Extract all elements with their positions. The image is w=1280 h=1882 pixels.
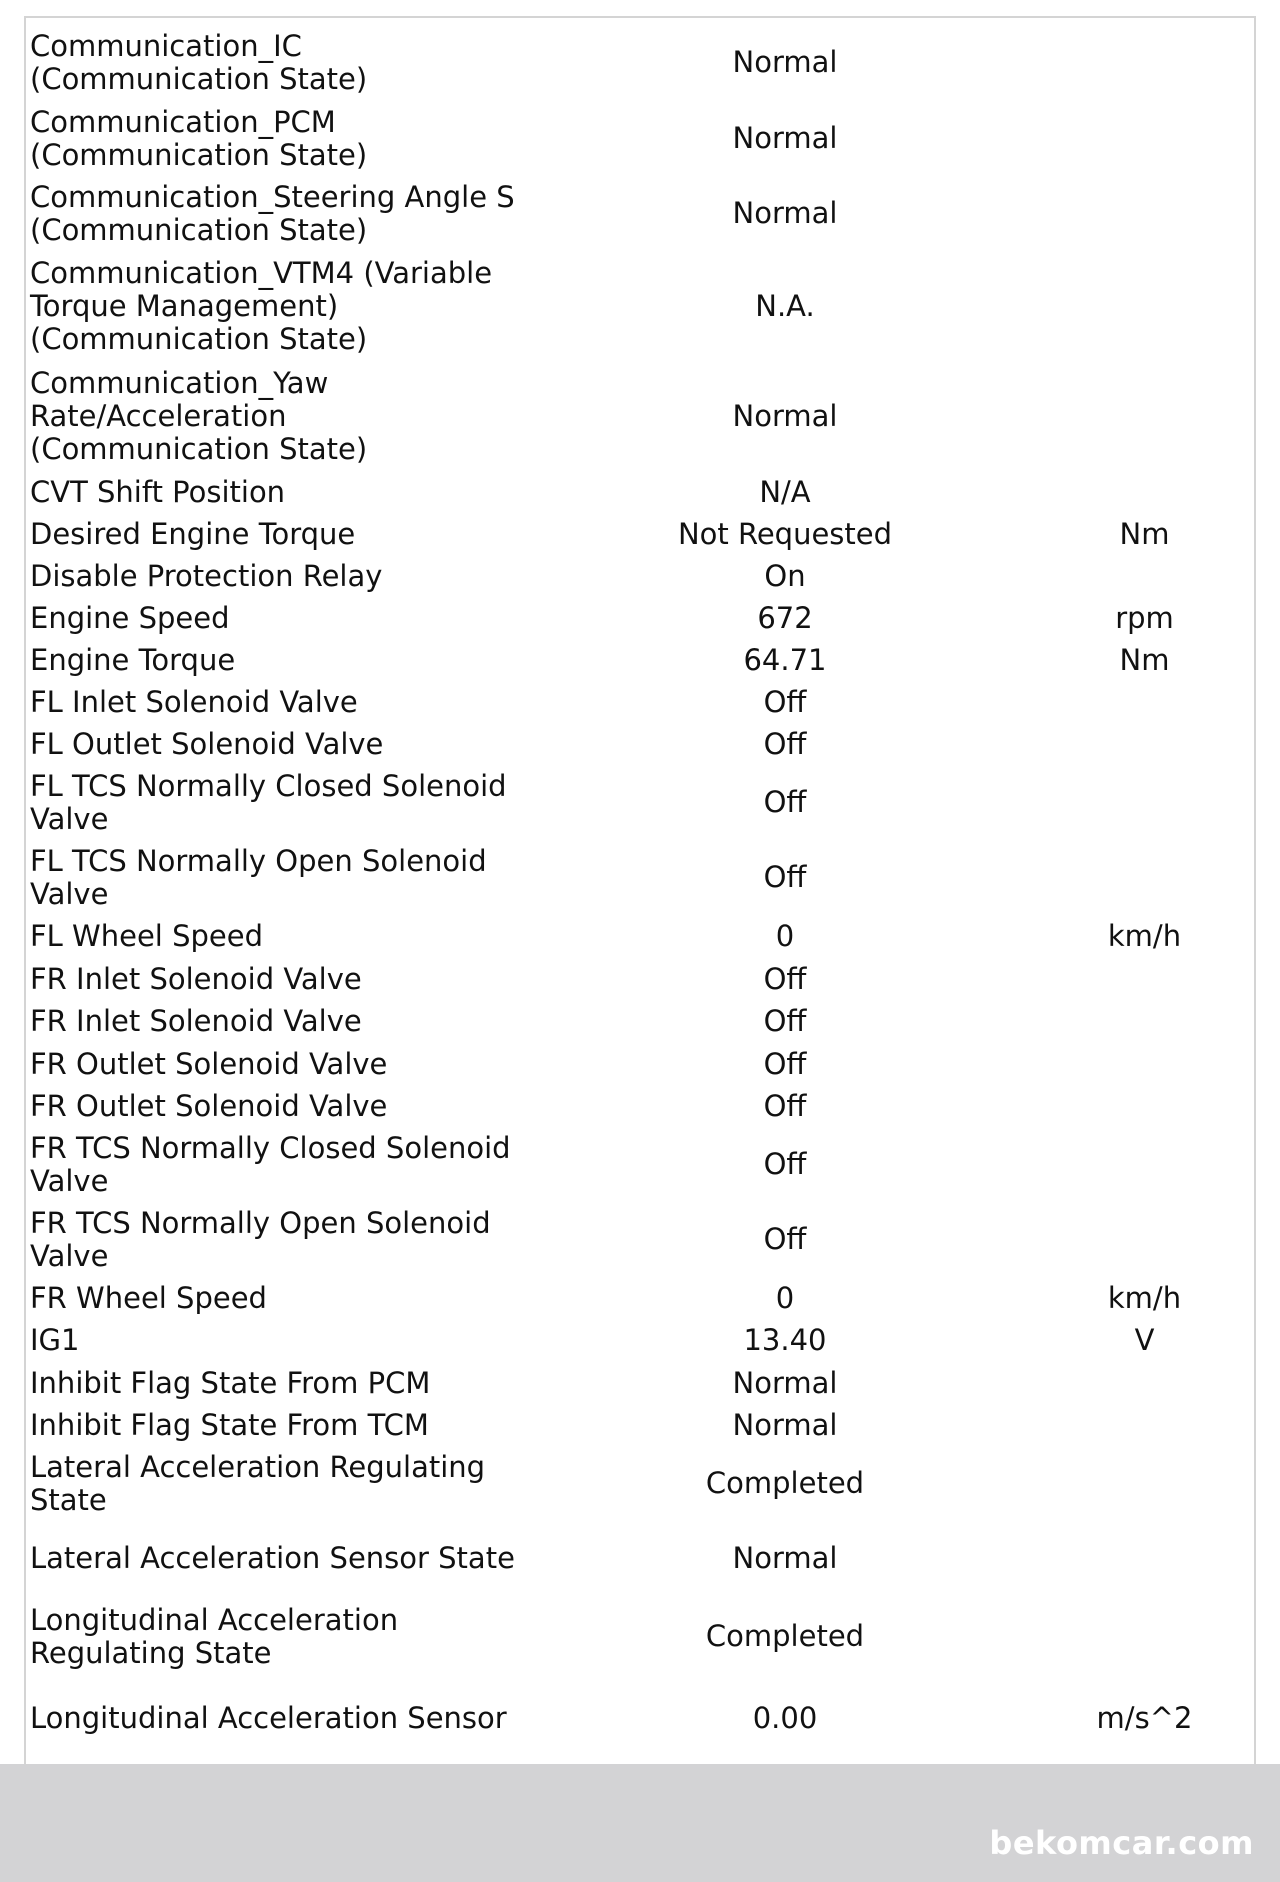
table-row[interactable] [30, 176, 1254, 251]
parameter-name: Communication_VTM4 (Variable Torque Management) (Communication State) [30, 255, 493, 356]
table-row[interactable] [30, 1404, 1254, 1446]
parameter-name: Longitudinal Acceleration Regulating State [30, 1602, 399, 1670]
parameter-value: 0 [775, 919, 795, 953]
table-row[interactable] [30, 640, 1254, 681]
table-row[interactable] [30, 723, 1254, 765]
parameter-name: Disable Protection Relay [30, 558, 383, 593]
table-row[interactable] [30, 840, 1254, 915]
table-row[interactable] [30, 1127, 1254, 1202]
parameter-name: FR Outlet Solenoid Valve [30, 1088, 388, 1123]
table-row[interactable] [30, 1202, 1254, 1277]
table-row[interactable] [30, 251, 1254, 361]
table-row[interactable] [30, 1446, 1254, 1521]
table-row[interactable] [30, 101, 1254, 176]
parameter-value: Not Requested [677, 516, 893, 551]
parameter-name: FR Wheel Speed [30, 1280, 267, 1315]
parameter-name: IG1 [30, 1323, 80, 1357]
parameter-unit: Nm [1119, 643, 1170, 677]
parameter-name: FL Inlet Solenoid Valve [30, 684, 358, 719]
parameter-name: Inhibit Flag State From PCM [30, 1365, 431, 1400]
table-row[interactable] [30, 915, 1254, 958]
parameter-name: CVT Shift Position [30, 474, 286, 509]
parameter-unit: rpm [1115, 601, 1174, 635]
table-row[interactable] [30, 597, 1254, 640]
table-row[interactable] [30, 471, 1254, 513]
parameter-value: Off [763, 860, 807, 894]
parameter-name: Communication_Yaw Rate/Acceleration (Communication State) [30, 365, 368, 466]
parameter-value: 672 [757, 601, 813, 635]
parameter-value: N.A. [755, 288, 815, 323]
table-row[interactable] [30, 1596, 1254, 1677]
parameter-value: On [764, 558, 806, 593]
table-row[interactable] [30, 513, 1254, 555]
parameter-value: Normal [732, 1407, 838, 1442]
parameter-name: Communication_Steering Angle S (Communication State) [30, 179, 515, 247]
parameter-name: FR TCS Normally Open Solenoid Valve [30, 1205, 491, 1273]
table-row[interactable] [30, 1085, 1254, 1127]
data-list-panel [24, 16, 1256, 1766]
parameter-table [30, 24, 1254, 1759]
parameter-name: Engine Torque [30, 643, 236, 677]
parameter-value: Normal [732, 45, 838, 79]
parameter-value: 0.00 [752, 1700, 818, 1735]
table-row[interactable] [30, 361, 1254, 471]
parameter-name: Lateral Acceleration Regulating State [30, 1449, 486, 1517]
parameter-name: Longitudinal Acceleration Sensor [30, 1700, 507, 1735]
parameter-value: Off [763, 1004, 807, 1038]
table-row[interactable] [30, 1677, 1254, 1759]
table-row[interactable] [30, 1277, 1254, 1319]
parameter-name: Communication_IC (Communication State) [30, 28, 368, 96]
parameter-name: Inhibit Flag State From TCM [30, 1407, 429, 1442]
table-row[interactable] [30, 1000, 1254, 1043]
parameter-value: Normal [732, 121, 838, 155]
table-row[interactable] [30, 958, 1254, 1000]
parameter-name: FL Outlet Solenoid Valve [30, 726, 384, 761]
parameter-unit: m/s^2 [1096, 1700, 1193, 1735]
parameter-value: Off [763, 726, 807, 761]
parameter-value: Normal [732, 1365, 838, 1400]
parameter-value: N/A [759, 474, 811, 509]
parameter-value: 0 [775, 1280, 795, 1315]
table-row[interactable] [30, 765, 1254, 840]
parameter-value: Off [763, 961, 807, 996]
parameter-name: FL TCS Normally Open Solenoid Valve [30, 843, 487, 911]
parameter-value: Off [763, 785, 807, 819]
parameter-value: Normal [732, 398, 838, 433]
table-row[interactable] [30, 1521, 1254, 1596]
watermark-text: bekomcar.com [989, 1824, 1254, 1862]
table-row[interactable] [30, 1319, 1254, 1362]
parameter-name: FR TCS Normally Closed Solenoid Valve [30, 1130, 511, 1198]
parameter-value: 13.40 [743, 1323, 827, 1357]
parameter-value: Normal [732, 1541, 838, 1575]
table-row[interactable] [30, 24, 1254, 101]
table-row[interactable] [30, 555, 1254, 597]
parameter-value: Off [763, 1147, 807, 1181]
parameter-value: Off [763, 684, 807, 719]
table-row[interactable] [30, 1043, 1254, 1085]
parameter-value: Completed [705, 1619, 865, 1653]
parameter-name: Desired Engine Torque [30, 516, 356, 551]
parameter-value: Off [763, 1222, 807, 1256]
parameter-value: Off [763, 1088, 807, 1123]
parameter-name: FL Wheel Speed [30, 919, 263, 953]
parameter-name: FR Outlet Solenoid Valve [30, 1046, 388, 1081]
parameter-value: Completed [705, 1466, 865, 1500]
parameter-value: 64.71 [743, 643, 827, 677]
parameter-value: Off [763, 1046, 807, 1081]
parameter-name: FL TCS Normally Closed Solenoid Valve [30, 768, 507, 836]
parameter-name: FR Inlet Solenoid Valve [30, 1004, 362, 1038]
parameter-name: Engine Speed [30, 601, 230, 635]
parameter-name: Communication_PCM (Communication State) [30, 104, 368, 172]
table-row[interactable] [30, 681, 1254, 723]
parameter-name: Lateral Acceleration Sensor State [30, 1541, 515, 1575]
table-row[interactable] [30, 1362, 1254, 1404]
parameter-unit: Nm [1119, 516, 1170, 551]
parameter-unit: km/h [1107, 919, 1182, 953]
parameter-unit: km/h [1107, 1280, 1182, 1315]
footer-bar [0, 1764, 1280, 1882]
parameter-name: FR Inlet Solenoid Valve [30, 961, 362, 996]
parameter-unit: V [1134, 1323, 1155, 1357]
parameter-value: Normal [732, 196, 838, 230]
